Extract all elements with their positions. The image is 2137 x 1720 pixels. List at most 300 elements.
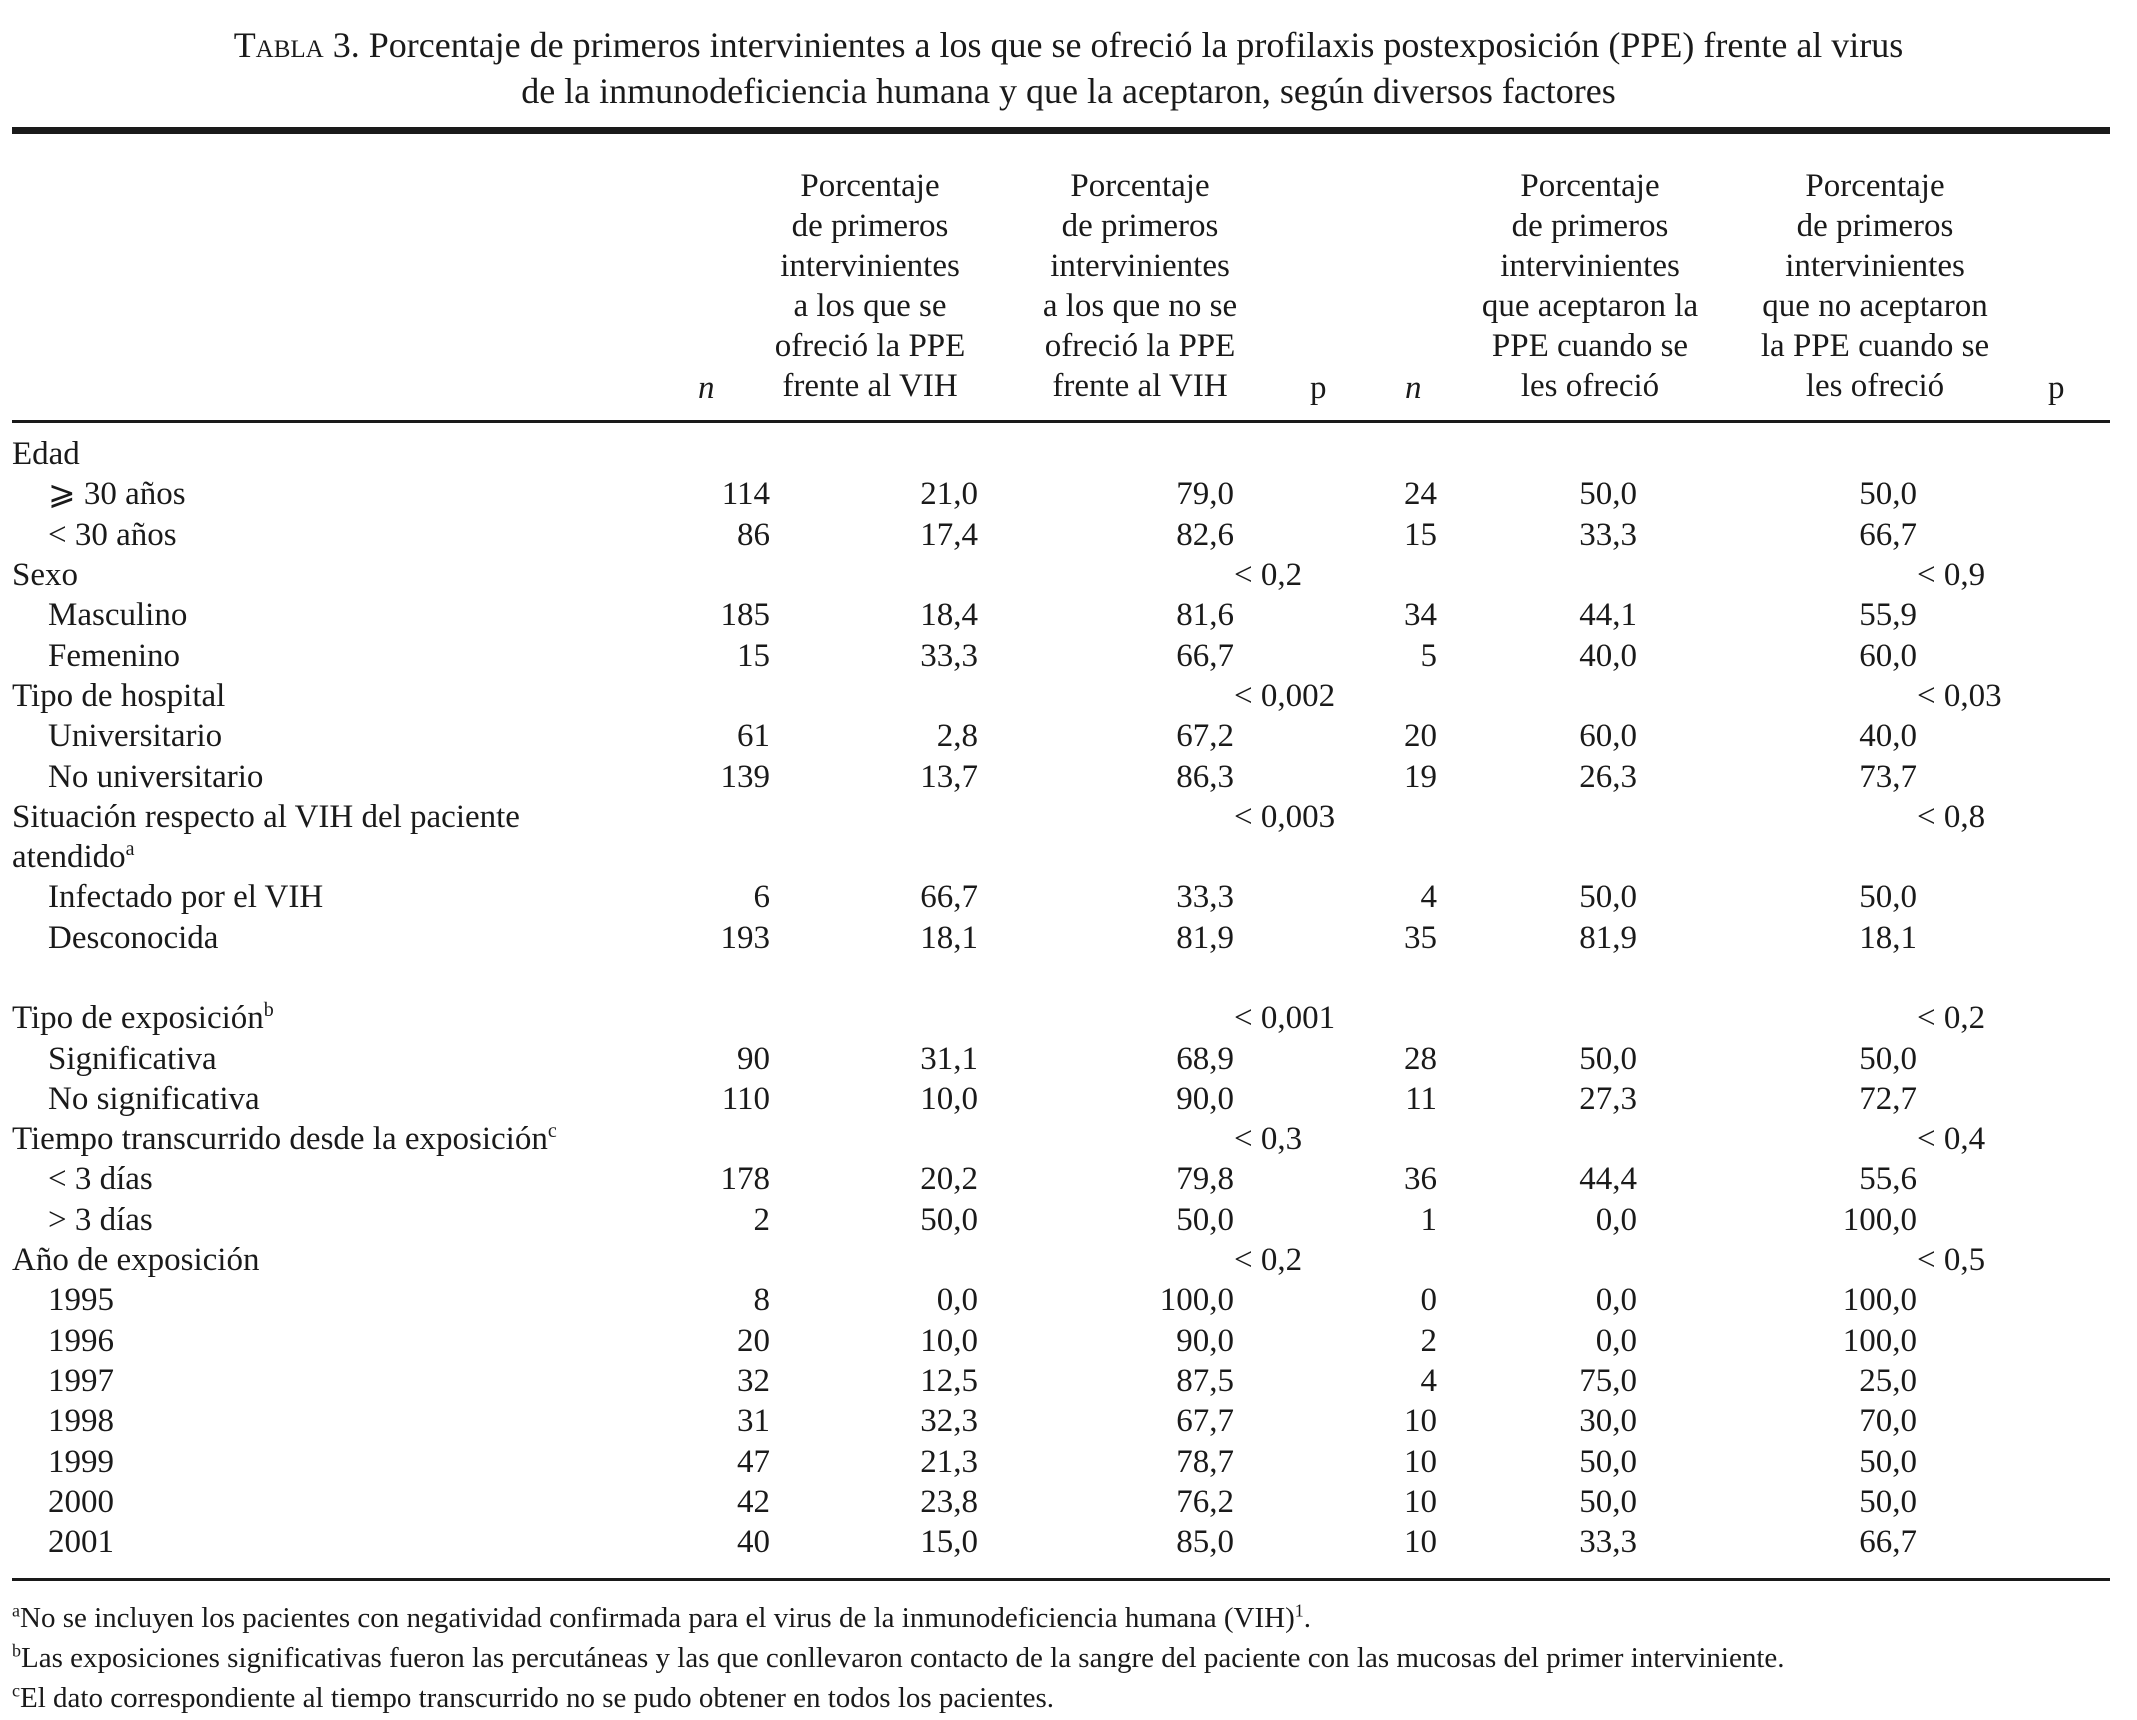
- cell-n2: 36: [1404, 1161, 1437, 1198]
- cell-p2: < 0,9: [1917, 557, 1986, 594]
- cell-p2: [1917, 515, 2077, 555]
- cell-p2: < 0,5: [1917, 1242, 1986, 1279]
- cell-p1: [1234, 1159, 1404, 1199]
- cell-p2: [1917, 1361, 2077, 1401]
- row-label: Situación respecto al VIH del paciente: [12, 798, 520, 835]
- cell-n1: 90: [737, 1040, 770, 1077]
- cell-p1: < 0,003: [1234, 798, 1336, 835]
- cell-c3: 44,1: [1579, 597, 1637, 634]
- row-label: No significativa: [48, 1080, 260, 1117]
- cell-c2: 78,7: [1176, 1443, 1234, 1480]
- cell-c2: [978, 837, 1234, 877]
- header-col-accepted: Porcentaje de primeros intervinientes que aceptaron la PPE cuando se les ofreció: [1481, 168, 1699, 404]
- cell-n2: [1404, 555, 1437, 595]
- cell-c2: 81,9: [1176, 919, 1234, 956]
- cell-p2: [1917, 1401, 2077, 1441]
- row-label: Femenino: [48, 637, 180, 674]
- footnote-b: $^b$Las exposiciones significativas fueron las percutáneas y las que conllevaron contacto de la sangre del paciente con las mucosas del primer interviniente.: [12, 1640, 1785, 1674]
- cell-c3: [1437, 837, 1637, 877]
- cell-c2: 66,7: [1176, 637, 1234, 674]
- cell-p1: [1234, 434, 1404, 474]
- row-label: Tiempo transcurrido desde la exposición$^c$: [12, 1120, 557, 1158]
- row-label: ⩾ 30 años: [48, 476, 186, 513]
- cell-c1: [770, 958, 978, 998]
- cell-c2: 85,0: [1176, 1524, 1234, 1561]
- cell-p2: [1917, 877, 2077, 917]
- cell-p2: < 0,4: [1917, 1121, 1986, 1158]
- cell-p1: [1234, 515, 1404, 555]
- cell-c2: [978, 797, 1234, 837]
- cell-c4: 73,7: [1859, 758, 1917, 795]
- cell-c4: 50,0: [1859, 1443, 1917, 1480]
- table-row: [12, 434, 2077, 474]
- cell-c4: [1637, 797, 1917, 837]
- cell-p2: [1917, 1159, 2077, 1199]
- cell-c2: 33,3: [1176, 879, 1234, 916]
- cell-c1: 21,3: [920, 1443, 978, 1480]
- cell-c2: 68,9: [1176, 1040, 1234, 1077]
- cell-c3: 50,0: [1579, 476, 1637, 513]
- cell-c2: 81,6: [1176, 597, 1234, 634]
- cell-n1: [648, 1119, 770, 1159]
- cell-p1: [1234, 716, 1404, 756]
- row-label: < 30 años: [48, 516, 177, 553]
- cell-c4: 25,0: [1859, 1362, 1917, 1399]
- row-label: 1997: [48, 1362, 114, 1399]
- table-row: [12, 1522, 2077, 1562]
- cell-n1: [648, 1240, 770, 1280]
- cell-c4: [1637, 958, 1917, 998]
- cell-p2: [1917, 434, 2077, 474]
- cell-c4: 55,9: [1859, 597, 1917, 634]
- cell-p1: < 0,3: [1234, 1121, 1303, 1158]
- cell-p2: [1917, 1482, 2077, 1522]
- cell-n1: 6: [753, 879, 770, 916]
- table-row: [12, 877, 2077, 917]
- cell-p1: [1234, 837, 1404, 877]
- cell-c4: [1637, 555, 1917, 595]
- cell-n2: 35: [1404, 919, 1437, 956]
- table-row: [12, 1321, 2077, 1361]
- row-label: atendido$^a$: [12, 838, 135, 876]
- cell-n1: [648, 434, 770, 474]
- cell-n2: [1404, 434, 1437, 474]
- cell-c2: [978, 958, 1234, 998]
- table-row: [12, 1119, 2077, 1159]
- cell-c1: [770, 676, 978, 716]
- cell-c4: [1637, 837, 1917, 877]
- table-row: [12, 837, 2077, 877]
- cell-c2: 76,2: [1176, 1483, 1234, 1520]
- cell-c3: [1437, 958, 1637, 998]
- cell-c3: 0,0: [1595, 1201, 1637, 1238]
- cell-p2: [1917, 918, 2077, 958]
- cell-c3: 26,3: [1579, 758, 1637, 795]
- cell-c1: [770, 998, 978, 1038]
- cell-n2: [1404, 1240, 1437, 1280]
- cell-p1: [1234, 1361, 1404, 1401]
- cell-c3: 50,0: [1579, 1443, 1637, 1480]
- cell-p2: [1917, 716, 2077, 756]
- cell-n2: 0: [1420, 1282, 1437, 1319]
- cell-c1: 10,0: [920, 1080, 978, 1117]
- cell-c4: [1637, 434, 1917, 474]
- cell-c2: 79,8: [1176, 1161, 1234, 1198]
- cell-c4: 50,0: [1859, 476, 1917, 513]
- cell-n2: 4: [1420, 879, 1437, 916]
- top-rule: [12, 127, 2110, 134]
- row-label: 1996: [48, 1322, 114, 1359]
- cell-n1: 61: [737, 718, 770, 755]
- cell-c1: 15,0: [920, 1524, 978, 1561]
- cell-c4: 50,0: [1859, 1483, 1917, 1520]
- header-rule: [12, 420, 2110, 423]
- cell-c2: [978, 1119, 1234, 1159]
- cell-n2: 5: [1420, 637, 1437, 674]
- cell-c3: 33,3: [1579, 516, 1637, 553]
- row-label: Masculino: [48, 597, 188, 634]
- table-label: Tabla 3.: [233, 25, 360, 65]
- row-label: Significativa: [48, 1040, 217, 1077]
- cell-c1: 23,8: [920, 1483, 978, 1520]
- cell-c3: 30,0: [1579, 1403, 1637, 1440]
- cell-p2: [1917, 1200, 2077, 1240]
- table-row: [12, 1361, 2077, 1401]
- cell-n2: 19: [1404, 758, 1437, 795]
- cell-n1: 20: [737, 1322, 770, 1359]
- cell-c1: [770, 434, 978, 474]
- cell-c4: 100,0: [1842, 1322, 1917, 1359]
- table-row: [12, 1482, 2077, 1522]
- cell-c1: 33,3: [920, 637, 978, 674]
- cell-c3: 27,3: [1579, 1080, 1637, 1117]
- cell-c4: [1637, 1240, 1917, 1280]
- row-label: Edad: [12, 436, 80, 473]
- table-row: [12, 1079, 2077, 1119]
- cell-n2: [1404, 837, 1437, 877]
- cell-c2: [978, 434, 1234, 474]
- cell-c1: 32,3: [920, 1403, 978, 1440]
- cell-n1: 8: [753, 1282, 770, 1319]
- cell-p2: < 0,2: [1917, 1000, 1986, 1037]
- cell-c4: 40,0: [1859, 718, 1917, 755]
- cell-n2: [1404, 676, 1437, 716]
- cell-n2: 24: [1404, 476, 1437, 513]
- cell-c2: 82,6: [1176, 516, 1234, 553]
- cell-c1: 18,1: [920, 919, 978, 956]
- row-label: Tipo de exposición$^b$: [12, 999, 274, 1037]
- cell-n1: [648, 797, 770, 837]
- cell-c1: [770, 555, 978, 595]
- cell-p1: < 0,001: [1234, 1000, 1336, 1037]
- cell-n2: [1404, 1119, 1437, 1159]
- cell-c2: [978, 1240, 1234, 1280]
- cell-n2: 28: [1404, 1040, 1437, 1077]
- cell-n1: [648, 555, 770, 595]
- cell-p2: [1917, 1441, 2077, 1481]
- cell-c1: 17,4: [920, 516, 978, 553]
- cell-p2: [1917, 958, 2077, 998]
- cell-n1: 15: [737, 637, 770, 674]
- cell-c4: 100,0: [1842, 1282, 1917, 1319]
- table-row: [12, 515, 2077, 555]
- cell-c3: 44,4: [1579, 1161, 1637, 1198]
- header-col-offered: Porcentaje de primeros intervinientes a los que se ofreció la PPE frente al VIH: [774, 168, 966, 404]
- cell-p1: [1234, 1079, 1404, 1119]
- row-label: 1999: [48, 1443, 114, 1480]
- table-row: [12, 635, 2077, 675]
- cell-c3: 0,0: [1595, 1322, 1637, 1359]
- cell-c2: [978, 998, 1234, 1038]
- cell-n1: 185: [720, 597, 770, 634]
- cell-n1: 114: [721, 476, 770, 513]
- cell-n2: [1404, 998, 1437, 1038]
- cell-p2: [1917, 1321, 2077, 1361]
- table-row: [12, 958, 2077, 998]
- cell-p1: [1234, 918, 1404, 958]
- row-label: 1995: [48, 1282, 114, 1319]
- header-p-1: p: [1310, 370, 1327, 406]
- cell-n1: 86: [737, 516, 770, 553]
- cell-p1: [1234, 1522, 1404, 1562]
- cell-p1: < 0,2: [1234, 557, 1303, 594]
- cell-c4: 50,0: [1859, 879, 1917, 916]
- cell-c1: 13,7: [920, 758, 978, 795]
- data-table: [12, 434, 2077, 1562]
- cell-n2: [1404, 797, 1437, 837]
- cell-c4: 18,1: [1859, 919, 1917, 956]
- table-row: [12, 474, 2077, 514]
- cell-c1: 18,4: [920, 597, 978, 634]
- cell-c2: 90,0: [1176, 1322, 1234, 1359]
- header-col-not-accepted: Porcentaje de primeros intervinientes que no aceptaron la PPE cuando se les ofreció: [1760, 168, 1990, 404]
- cell-c1: [770, 797, 978, 837]
- cell-c1: 21,0: [920, 476, 978, 513]
- cell-c2: 90,0: [1176, 1080, 1234, 1117]
- table-row: [12, 797, 2077, 837]
- row-label: Sexo: [12, 557, 78, 594]
- bottom-rule: [12, 1578, 2110, 1581]
- row-label: 1998: [48, 1403, 114, 1440]
- cell-n2: 10: [1404, 1443, 1437, 1480]
- table-row: [12, 1200, 2077, 1240]
- cell-p1: [1234, 958, 1404, 998]
- cell-c3: [1437, 998, 1637, 1038]
- table-row: [12, 555, 2077, 595]
- cell-n1: 110: [721, 1080, 770, 1117]
- cell-p2: [1917, 1079, 2077, 1119]
- cell-c3: [1437, 1119, 1637, 1159]
- cell-c4: [1637, 998, 1917, 1038]
- header-p-2: p: [2048, 370, 2065, 406]
- row-label: Tipo de hospital: [12, 677, 226, 714]
- cell-c1: [770, 1240, 978, 1280]
- table-row: [12, 756, 2077, 796]
- footnotes: [12, 1598, 1785, 1718]
- cell-c3: [1437, 555, 1637, 595]
- cell-c1: 66,7: [920, 879, 978, 916]
- cell-c1: 10,0: [920, 1322, 978, 1359]
- cell-p1: [1234, 635, 1404, 675]
- cell-p1: [1234, 1482, 1404, 1522]
- table-row: [12, 595, 2077, 635]
- cell-p2: < 0,03: [1917, 677, 2002, 714]
- cell-p2: [1917, 474, 2077, 514]
- cell-c3: 50,0: [1579, 1040, 1637, 1077]
- cell-p1: [1234, 877, 1404, 917]
- cell-p2: [1917, 1280, 2077, 1320]
- table-row: [12, 1240, 2077, 1280]
- cell-c1: 2,8: [936, 718, 978, 755]
- cell-c4: 50,0: [1859, 1040, 1917, 1077]
- cell-p1: [1234, 756, 1404, 796]
- footnote-c: $^c$El dato correspondiente al tiempo transcurrido no se pudo obtener en todos los pacientes.: [12, 1680, 1055, 1714]
- table-row: [12, 676, 2077, 716]
- cell-c1: 12,5: [920, 1362, 978, 1399]
- cell-c4: 100,0: [1842, 1201, 1917, 1238]
- cell-n2: 10: [1404, 1524, 1437, 1561]
- row-label: 2001: [48, 1524, 114, 1561]
- row-label: < 3 días: [48, 1161, 153, 1198]
- row-label: 2000: [48, 1483, 114, 1520]
- header-col-not-offered: Porcentaje de primeros intervinientes a los que no se ofreció la PPE frente al VIH: [1042, 168, 1238, 404]
- cell-c3: 40,0: [1579, 637, 1637, 674]
- cell-n1: 32: [737, 1362, 770, 1399]
- row-label: Universitario: [48, 718, 223, 755]
- cell-c2: 87,5: [1176, 1362, 1234, 1399]
- footnote-a: $^a$No se incluyen los pacientes con negatividad confirmada para el virus de la inmunodeficiencia humana (VIH)$^1$.: [12, 1600, 1311, 1634]
- cell-c1: 20,2: [920, 1161, 978, 1198]
- cell-n1: 178: [720, 1161, 770, 1198]
- cell-n1: [648, 676, 770, 716]
- table-row: [12, 918, 2077, 958]
- cell-c2: [978, 676, 1234, 716]
- cell-n2: 11: [1405, 1080, 1437, 1117]
- cell-p1: [1234, 1441, 1404, 1481]
- cell-c3: [1437, 797, 1637, 837]
- cell-p2: [1917, 1522, 2077, 1562]
- table-caption: [0, 22, 2137, 114]
- cell-c3: [1437, 676, 1637, 716]
- header-n-2: n: [1405, 370, 1422, 406]
- cell-c3: 60,0: [1579, 718, 1637, 755]
- cell-c3: 33,3: [1579, 1524, 1637, 1561]
- cell-c2: [978, 555, 1234, 595]
- row-label: Desconocida: [48, 919, 219, 956]
- row-label: [12, 958, 648, 998]
- cell-c4: [1637, 1119, 1917, 1159]
- row-label: Año de exposición: [12, 1242, 260, 1279]
- cell-n1: 47: [737, 1443, 770, 1480]
- cell-c3: 81,9: [1579, 919, 1637, 956]
- cell-c4: 70,0: [1859, 1403, 1917, 1440]
- cell-p1: [1234, 1321, 1404, 1361]
- table-row: [12, 1401, 2077, 1441]
- cell-c3: [1437, 434, 1637, 474]
- cell-c3: 0,0: [1595, 1282, 1637, 1319]
- cell-c4: [1637, 676, 1917, 716]
- cell-c4: 72,7: [1859, 1080, 1917, 1117]
- cell-p1: [1234, 1200, 1404, 1240]
- cell-p1: [1234, 1401, 1404, 1441]
- cell-p2: [1917, 635, 2077, 675]
- cell-p2: [1917, 756, 2077, 796]
- cell-n2: 1: [1420, 1201, 1437, 1238]
- cell-c3: 50,0: [1579, 1483, 1637, 1520]
- cell-n1: [648, 998, 770, 1038]
- cell-n2: 20: [1404, 718, 1437, 755]
- cell-p1: [1234, 1280, 1404, 1320]
- cell-p1: < 0,002: [1234, 677, 1336, 714]
- cell-n2: 34: [1404, 597, 1437, 634]
- row-label: Infectado por el VIH: [48, 879, 324, 916]
- cell-c3: [1437, 1240, 1637, 1280]
- table-row: [12, 716, 2077, 756]
- table-row: [12, 1038, 2077, 1078]
- cell-c2: 86,3: [1176, 758, 1234, 795]
- cell-p2: [1917, 837, 2077, 877]
- cell-n2: [1404, 958, 1437, 998]
- cell-n2: 15: [1404, 516, 1437, 553]
- cell-n1: 42: [737, 1483, 770, 1520]
- cell-c4: 60,0: [1859, 637, 1917, 674]
- table-row: [12, 1280, 2077, 1320]
- cell-p2: [1917, 1038, 2077, 1078]
- cell-c1: [770, 1119, 978, 1159]
- table-row: [12, 1441, 2077, 1481]
- cell-c2: 67,7: [1176, 1403, 1234, 1440]
- cell-p1: < 0,2: [1234, 1242, 1303, 1279]
- cell-c1: [770, 837, 978, 877]
- caption-line-2: de la inmunodeficiencia humana y que la aceptaron, según diversos factores: [521, 71, 1616, 111]
- cell-c4: 66,7: [1859, 1524, 1917, 1561]
- cell-n2: 10: [1404, 1403, 1437, 1440]
- header-n-1: n: [698, 370, 715, 406]
- cell-n1: 31: [737, 1403, 770, 1440]
- cell-p2: [1917, 595, 2077, 635]
- caption-line-1: Porcentaje de primeros intervinientes a los que se ofreció la profilaxis postexposición (PPE) frente al virus: [368, 25, 1904, 65]
- cell-c2: 50,0: [1176, 1201, 1234, 1238]
- cell-n2: 4: [1420, 1362, 1437, 1399]
- cell-n1: 40: [737, 1524, 770, 1561]
- row-label: > 3 días: [48, 1201, 153, 1238]
- cell-n2: 2: [1420, 1322, 1437, 1359]
- row-label: No universitario: [48, 758, 264, 795]
- cell-c2: 79,0: [1176, 476, 1234, 513]
- cell-p1: [1234, 595, 1404, 635]
- cell-n1: [648, 837, 770, 877]
- cell-c3: 75,0: [1579, 1362, 1637, 1399]
- cell-p1: [1234, 474, 1404, 514]
- cell-n2: 10: [1404, 1483, 1437, 1520]
- cell-c3: 50,0: [1579, 879, 1637, 916]
- cell-c2: 100,0: [1159, 1282, 1234, 1319]
- cell-n1: [648, 958, 770, 998]
- cell-p1: [1234, 1038, 1404, 1078]
- cell-n1: 2: [753, 1201, 770, 1238]
- cell-c1: 0,0: [936, 1282, 978, 1319]
- cell-c4: 66,7: [1859, 516, 1917, 553]
- cell-p2: < 0,8: [1917, 798, 1986, 835]
- cell-c1: 31,1: [920, 1040, 978, 1077]
- cell-c2: 67,2: [1176, 718, 1234, 755]
- table-row: [12, 998, 2077, 1038]
- cell-c1: 50,0: [920, 1201, 978, 1238]
- cell-n1: 193: [720, 919, 770, 956]
- cell-n1: 139: [720, 758, 770, 795]
- table-row: [12, 1159, 2077, 1199]
- cell-c4: 55,6: [1859, 1161, 1917, 1198]
